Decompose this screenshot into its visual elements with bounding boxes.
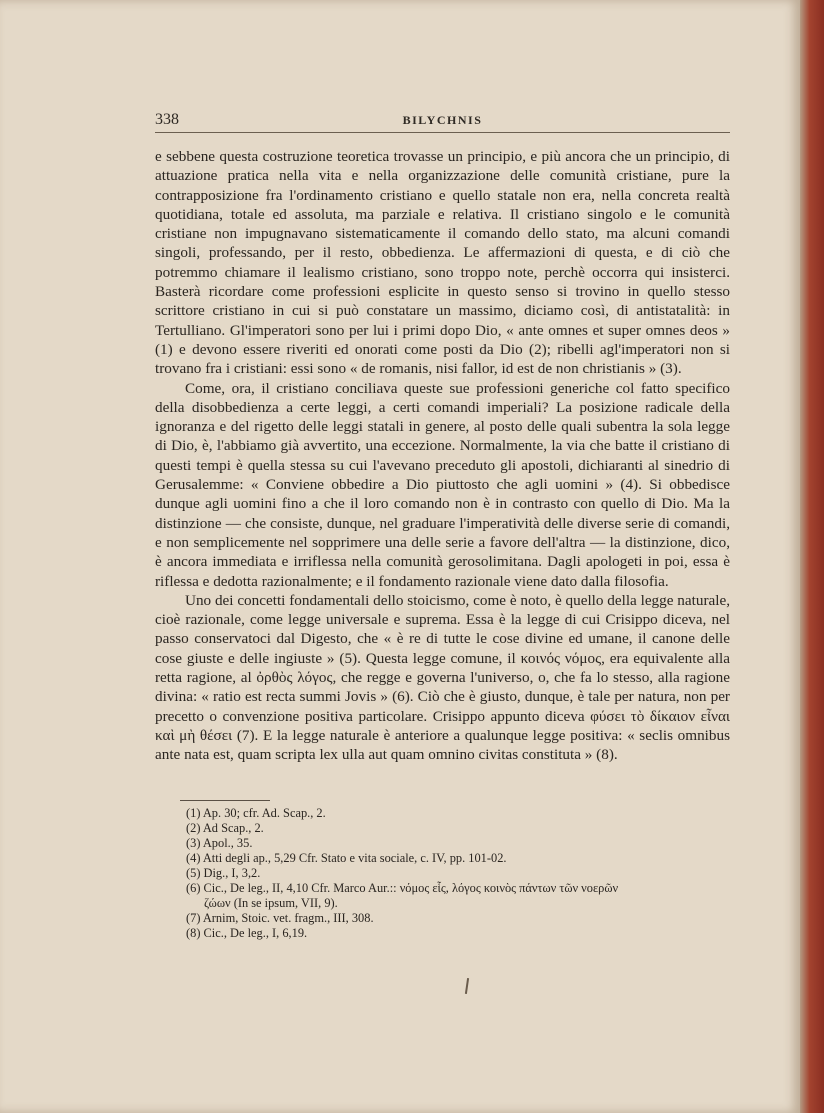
footnotes: [186, 806, 746, 941]
footnote-rule: [180, 800, 270, 801]
book-spine-edge: [800, 0, 824, 1113]
footnote: (4) Atti degli ap., 5,29 Cfr. Stato e vita sociale, c. IV, pp. 101-02.: [186, 851, 507, 865]
ink-mark: [465, 978, 469, 994]
footnote: (1) Ap. 30; cfr. Ad. Scap., 2.: [186, 806, 326, 820]
footnote: (6) Cic., De leg., II, 4,10 Cfr. Marco Aur.:: νόμος εἷς, λόγος κοινὸς πάντων τῶν νοερῶν: [186, 881, 619, 895]
footnote: (7) Arnim, Stoic. vet. fragm., III, 308.: [186, 911, 374, 925]
running-head: BILYCHNIS: [402, 113, 483, 127]
footnote: (8) Cic., De leg., I, 6,19.: [186, 926, 308, 940]
body-text: [155, 147, 730, 765]
page-header: [155, 108, 730, 133]
paragraph: Come, ora, il cristiano conciliava queste sue professioni generiche col fatto specifico della disobbedienza a certe leggi, a certi comandi imperiali? La posizione radicale della ignoranza e del rigetto delle leggi statali in genere, al posto delle quali subentra la sola legge di Dio, è, l'abbiamo già avvertito, una eccezione. Normalmente, la via che batte il cristiano di questi tempi è quella stessa su cui l'avevano preceduto gli apostoli, dichiaranti al sinedrio di Gerusalemme: « Conviene obbedire a Dio piuttosto che agli uomini » (4). Si obbedisce dunque agli uomini fino a che il loro comando non è in contrasto con quello di Dio. Ma la distinzione — che consiste, dunque, nel graduare l'imperatività delle diverse serie di comandi, e non semplicemente nel sopprimere una delle serie a favore dell'altra — la distinzione, dico, è ancora immediata e irriflessa nella comunità gerosolimitana. Dagli apologeti in poi, essa è riflessa e dedotta razionalmente; e il fondamento razionale viene dato dalla filosofia.: [155, 379, 730, 590]
footnote-continuation: ζώων (In se ipsum, VII, 9).: [204, 896, 338, 910]
paragraph: e sebbene questa costruzione teoretica trovasse un principio, e più ancora che un principio, di attuazione pratica nella vita e nella organizzazione delle comunità cristiane, pure la contrapposizione fra l'ordinamento cristiano e quello statale non era, nella concreta realtà quotidiana, totale ed assoluta, ma parziale e relativa. Il cristiano singolo e le comunità cristiane non impugnavano sistematicamente il comando dello stato, ma alcuni comandi singoli, professando, per il resto, obbedienza. Le affermazioni di questa, e di ciò che potremmo chiamare il lealismo cristiano, sono troppo note, perchè occorra qui insisterci. Basterà ricordare come professioni esplicite in questo senso si trovino in quello stesso scrittore cristiano in cui si può constatare un massimo, diciamo così, di antistatalità: in Tertulliano. Gl'imperatori sono per lui i primi dopo Dio, « ante omnes et super omnes deos » (1) e devono essere riveriti ed onorati come posti da Dio (2); ribelli agl'imperatori non si trovano fra i cristiani: essi sono « de romanis, nisi fallor, id est de non christianis » (3).: [155, 148, 730, 378]
footnote: (2) Ad Scap., 2.: [186, 821, 264, 835]
paragraph: Uno dei concetti fondamentali dello stoicismo, come è noto, è quello della legge naturale, cioè razionale, come legge universale e suprema. Essa è la legge di cui Crisippo diceva, nel passo conservatoci dal Digesto, che « è re di tutte le cose divine ed umane, il canone delle cose giuste e delle ingiuste » (5). Questa legge comune, il κοινός νόμος, era equivalente alla retta ragione, al ὀρθὸς λόγος, che regge e governa l'universo, o, che fa lo stesso, alla ragione divina: « ratio est recta summi Jovis » (6). Ciò che è giusto, dunque, è tale per natura, non per precetto o convenzione positiva particolare. Crisippo appunto diceva φύσει τὸ δίκαιον εἶναι καὶ μὴ θέσει (7). E la legge naturale è anteriore a qualunque legge positiva: « seclis omnibus ante nata est, quam scripta lex ulla aut quam omnino civitas constituta » (8).: [155, 591, 730, 764]
footnote: (3) Apol., 35.: [186, 836, 253, 850]
page-number: 338: [155, 111, 179, 128]
footnote: (5) Dig., I, 3,2.: [186, 866, 261, 880]
